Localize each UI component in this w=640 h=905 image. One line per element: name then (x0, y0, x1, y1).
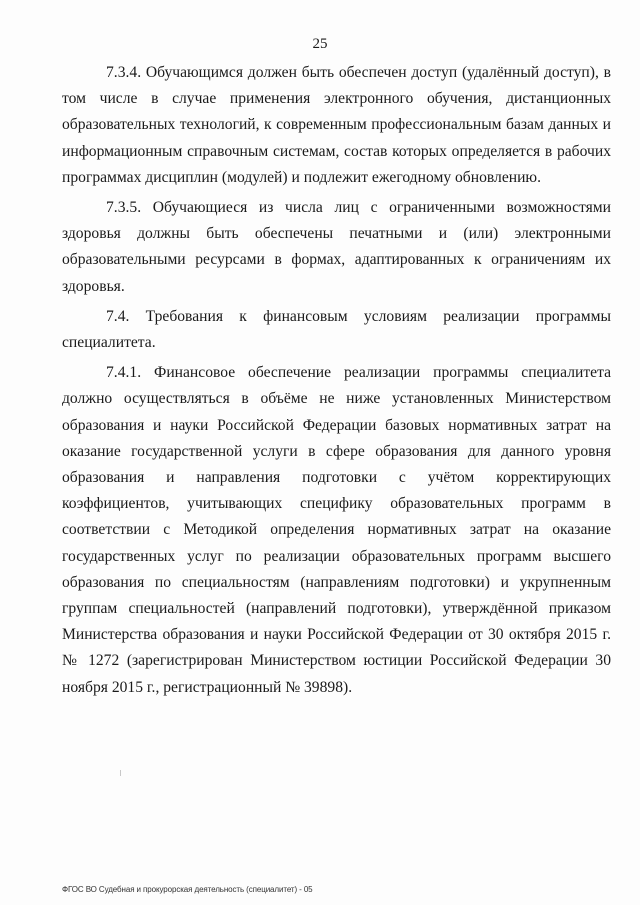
paragraph-7-4-1: 7.4.1. Финансовое обеспечение реализации программы специалитета должно осуществляться в объёме не ниже установленных Министерством образования и науки Российской Федерации базовых нормативных затрат на оказание государственной услуги в сфере образования для данного уровня образования и направления подготовки с учётом корректирующих коэффициентов, учитывающих специфику образовательных программ в соответствии с Методикой определения нормативных затрат на оказание государственных услуг по реализации образовательных программ высшего образования по специальностям (направлениям подготовки) и укрупненным группам специальностей (направлений подготовки), утверждённой приказом Министерства образования и науки Российской Федерации от 30 октября 2015 г. № 1272 (зарегистрирован Министерством юстиции Российской Федерации 30 ноября 2015 г., регистрационный № 39898). (62, 364, 611, 696)
page-footer: ФГОС ВО Судебная и прокурорская деятельность (специалитет) - 05 (62, 885, 313, 894)
paragraph-7-3-4: 7.3.4. Обучающимся должен быть обеспечен доступ (удалённый доступ), в том числе в случае применения электронного обучения, дистанционных образовательных технологий, к современным профессиональным базам данных и информационным справочным системам, состав которых определяется в рабочих программах дисциплин (модулей) и подлежит ежегодному обновлению. (62, 64, 611, 186)
paragraph-7-3-5: 7.3.5. Обучающиеся из числа лиц с ограниченными возможностями здоровья должны быть обеспечены печатными и (или) электронными образовательными ресурсами в формах, адаптированных к ограничениям их здоровья. (62, 199, 611, 295)
document-body (62, 60, 611, 705)
page-number: 25 (312, 36, 328, 52)
paragraph-7-4: 7.4. Требования к финансовым условиям реализации программы специалитета. (62, 307, 611, 352)
scan-artifact (120, 770, 121, 776)
